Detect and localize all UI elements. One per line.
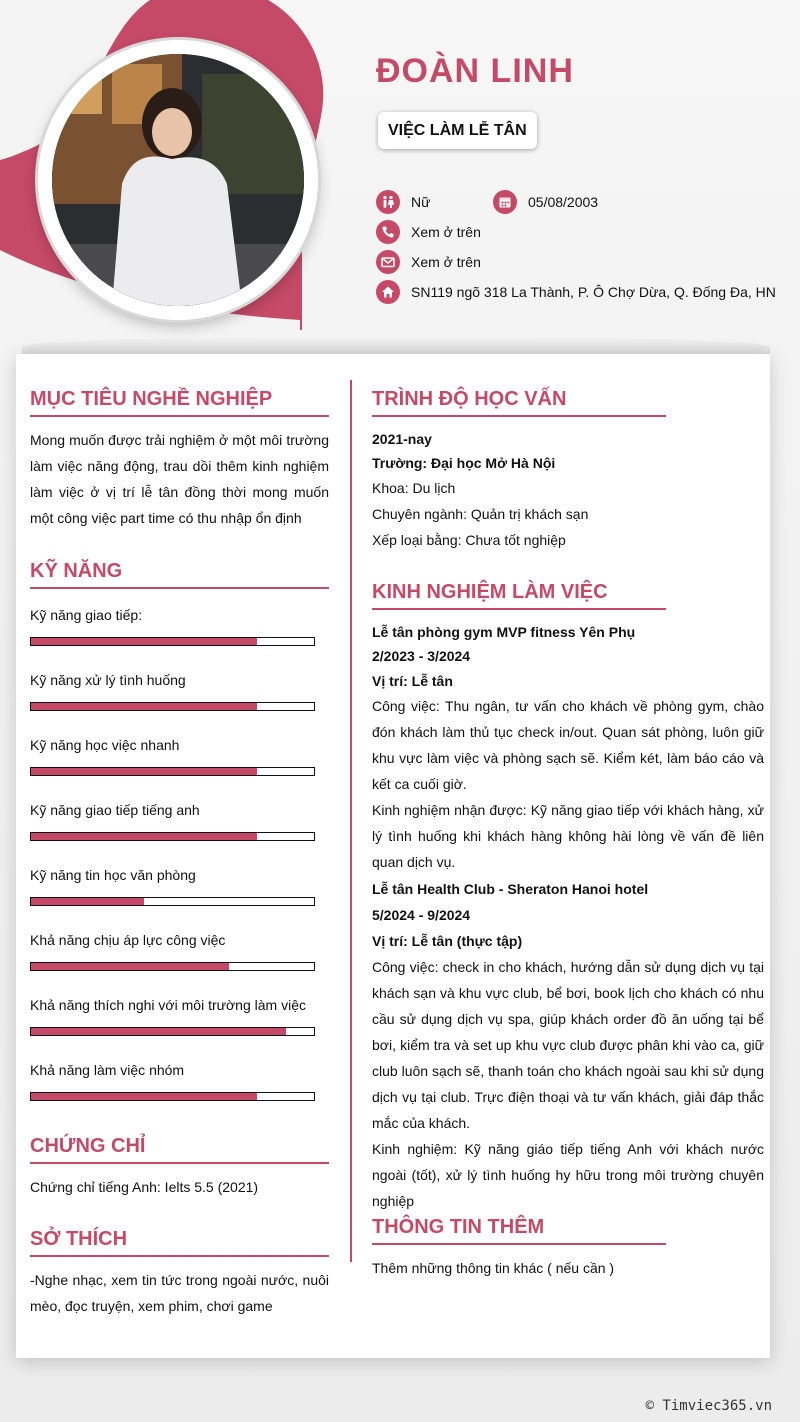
education-title: TRÌNH ĐỘ HỌC VẤN bbox=[372, 388, 666, 417]
certificates-text: Chứng chỉ tiếng Anh: Ielts 5.5 (2021) bbox=[30, 1179, 259, 1195]
skill-bar-fill bbox=[31, 963, 229, 970]
skill-bar bbox=[30, 702, 315, 711]
career-goal-text: Mong muốn được trải nghiệm ở một môi trường làm việc năng động, trau dồi thêm kinh nghiệm làm việc ở vị trí lễ tân đồng thời mong muốn một công việc part time có thu nhập ổn định bbox=[30, 432, 329, 526]
job-company: Lễ tân phòng gym MVP fitness Yên Phụ bbox=[372, 624, 636, 640]
address-row bbox=[376, 280, 776, 304]
education-period: 2021-nay bbox=[372, 431, 432, 447]
extra-info-title: THÔNG TIN THÊM bbox=[372, 1216, 666, 1245]
skill-bar-fill bbox=[31, 833, 257, 840]
skill-label: Kỹ năng giao tiếp: bbox=[30, 607, 143, 623]
gender-row bbox=[376, 190, 430, 214]
education-major: Chuyên ngành: Quản trị khách sạn bbox=[372, 506, 589, 522]
skill-bar-fill bbox=[31, 1028, 286, 1035]
email-row bbox=[376, 250, 481, 274]
education-school: Trường: Đại học Mở Hà Nội bbox=[372, 455, 556, 471]
skill-bar-fill bbox=[31, 1093, 257, 1100]
avatar-photo bbox=[52, 54, 304, 306]
skill-bar bbox=[30, 897, 315, 906]
column-divider bbox=[350, 380, 352, 1262]
job-company: Lễ tân Health Club - Sheraton Hanoi hotel bbox=[372, 881, 649, 897]
gender-icon bbox=[376, 190, 400, 214]
home-icon bbox=[376, 280, 400, 304]
skill-bar-fill bbox=[31, 703, 257, 710]
skill-label: Khả năng làm việc nhóm bbox=[30, 1062, 185, 1078]
education-faculty: Khoa: Du lịch bbox=[372, 480, 456, 496]
hobbies-text: -Nghe nhạc, xem tin tức trong ngoài nước, nuôi mèo, đọc truyện, xem phim, chơi game bbox=[30, 1272, 329, 1314]
job-learned: Kinh nghiệm: Kỹ năng giáo tiếp tiếng Anh với khách nước ngoài (tốt), xử lý tình huống hy hữu trong môi trường chuyên nghiệp bbox=[372, 1141, 764, 1209]
skills-title: KỸ NĂNG bbox=[30, 560, 329, 589]
phone-row bbox=[376, 220, 481, 244]
education-grade: Xếp loại bằng: Chưa tốt nghiệp bbox=[372, 532, 566, 548]
skill-bar bbox=[30, 962, 315, 971]
experience-title: KINH NGHIỆM LÀM VIỆC bbox=[372, 581, 666, 610]
skill-label: Kỹ năng giao tiếp tiếng anh bbox=[30, 802, 200, 818]
extra-info-text: Thêm những thông tin khác ( nếu cần ) bbox=[372, 1260, 615, 1276]
skill-label: Kỹ năng tin học văn phòng bbox=[30, 867, 196, 883]
candidate-name: ĐOÀN LINH bbox=[376, 52, 574, 90]
job-position: Vị trí: Lễ tân bbox=[372, 673, 453, 689]
skill-label: Khả năng thích nghi với môi trường làm việc bbox=[30, 997, 306, 1013]
skill-bar bbox=[30, 1092, 315, 1101]
skill-bar-fill bbox=[31, 768, 257, 775]
skill-label: Kỹ năng học việc nhanh bbox=[30, 737, 180, 753]
job-duties: Công việc: check in cho khách, hướng dẫn sử dụng dịch vụ tại khách sạn và khu vực club, bể bơi, book lịch cho khách có nhu cầu sử dụng dịch vụ spa, giúp khách order đồ ăn uống tại bể bơi, kiểm tra và set up khu vực club được phân khi vào ca, giữ club luôn sạch sẽ, thanh toán cho khách ngoài sau khi sử dụng dịch vụ tại club. Trực điện thoại và tư vấn khách, giải đáp thắc mắc của khách. bbox=[372, 959, 764, 1131]
envelope-icon bbox=[376, 250, 400, 274]
job-position: Vị trí: Lễ tân (thực tập) bbox=[372, 933, 523, 949]
birthdate-row bbox=[493, 190, 598, 214]
skill-bar-fill bbox=[31, 898, 144, 905]
job-learned: Kinh nghiệm nhận được: Kỹ năng giao tiếp với khách hàng, xử lý tình huống khi khách hàng không hài lòng về vấn đề liên quan dịch vụ. bbox=[372, 802, 764, 870]
career-goal-title: MỤC TIÊU NGHỀ NGHIỆP bbox=[30, 388, 329, 417]
job-duties: Công việc: Thu ngân, tư vấn cho khách về phòng gym, chào đón khách làm thủ tục check in/out. Quan sát phòng, luôn giữ khu vực làm việc và phòng sạch sẽ. Kiểm két, làm báo cáo và kết ca cuối giờ. bbox=[372, 698, 764, 792]
calendar-icon bbox=[493, 190, 517, 214]
birthdate-value: 05/08/2003 bbox=[528, 194, 599, 210]
certificates-title: CHỨNG CHỈ bbox=[30, 1135, 329, 1164]
avatar bbox=[52, 54, 304, 306]
skill-label: Kỹ năng xử lý tình huống bbox=[30, 672, 186, 688]
email-value: Xem ở trên bbox=[411, 254, 481, 270]
skill-bar bbox=[30, 767, 315, 776]
gender-value: Nữ bbox=[411, 194, 431, 210]
job-period: 2/2023 - 3/2024 bbox=[372, 648, 471, 664]
address-value: SN119 ngõ 318 La Thành, P. Ô Chợ Dừa, Q. Đống Đa, HN bbox=[411, 284, 776, 300]
job-title-badge: VIỆC LÀM LỄ TÂN bbox=[378, 112, 537, 149]
resume-card bbox=[16, 354, 770, 1358]
job-period: 5/2024 - 9/2024 bbox=[372, 907, 471, 923]
hobbies-title: SỞ THÍCH bbox=[30, 1228, 329, 1257]
phone-value: Xem ở trên bbox=[411, 224, 481, 240]
skill-bar bbox=[30, 1027, 315, 1036]
skill-bar bbox=[30, 832, 315, 841]
skill-label: Khả năng chịu áp lực công việc bbox=[30, 932, 226, 948]
phone-icon bbox=[376, 220, 400, 244]
watermark: © Timviec365.vn bbox=[645, 1398, 772, 1414]
skill-bar bbox=[30, 637, 315, 646]
skill-bar-fill bbox=[31, 638, 257, 645]
